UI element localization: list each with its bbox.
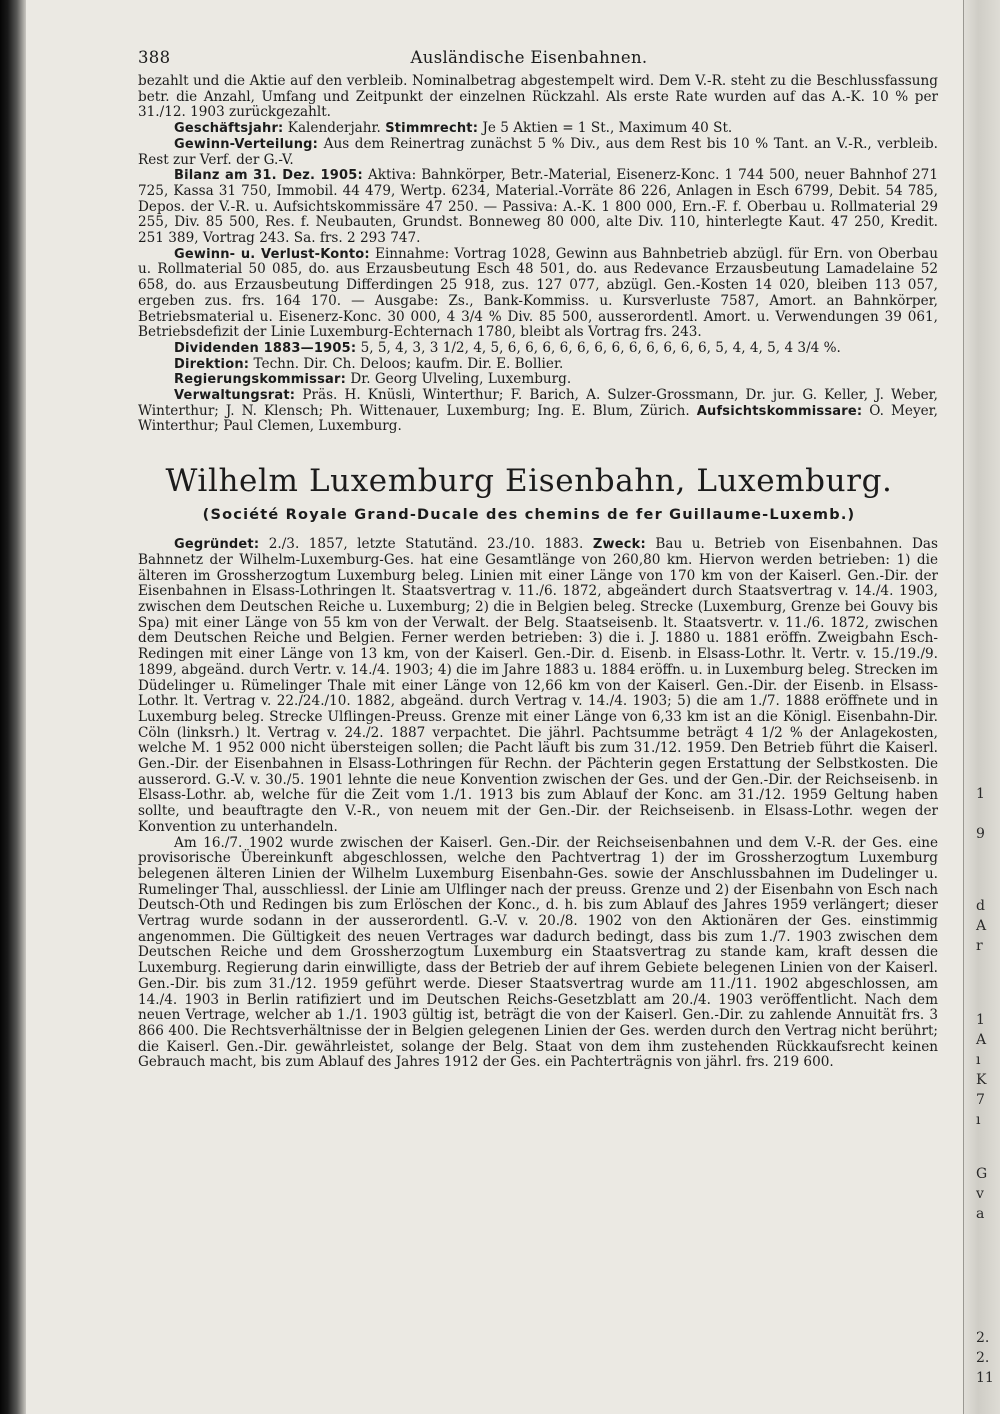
profit-loss-entry <box>138 247 938 341</box>
founding-purpose-entry <box>138 537 938 835</box>
entry-label: Gegründet: <box>174 537 260 553</box>
margin-fragment: 7 <box>976 1092 985 1108</box>
entry-label: Dividenden 1883—1905: <box>174 340 357 356</box>
company-subtitle: (Société Royale Grand-Ducale des chemins de fer Guillaume-Luxemb.) <box>202 507 856 524</box>
entry-label: Direktion: <box>174 356 250 372</box>
entry-text: Bau u. Betrieb von Eisenbahnen. Das Bahnnetz der Wilhelm-Luxemburg-Ges. hat eine Gesamtlänge von 260,80 km. Hiervon werden betrieben: 1) die älteren im Grossherzogtum Luxemburg beleg. Linien mit einer Länge von 170 km von der Kaiserl. Gen.-Dir. der Eisenbahnen in Elsass-Lothringen lt. Staatsvertrag v. 11./6. 1872, abgeändert durch Staatsvertrag v. 14./4. 1903, zwischen dem Deutschen Reiche u. Luxemburg; 2) die in Belgien beleg. Strecke (Luxemburg, Grenze bei Gouvy bis Spa) mit einer Länge von 55 km von der Verwalt. der Belg. Staatseisenb. lt. Staatsvertr. v. 11./6. 1872, zwischen dem Deutschen Reiche und Belgien. Ferner werden betrieben: 3) die i. J. 1880 u. 1881 eröffn. Zweigbahn Esch-Redingen mit einer Länge von 13 km, von der Kaiserl. Gen.-Dir. d. Eisenb. in Elsass-Lothr. lt. Vertr. v. 15./19./9. 1899, abgeänd. durch Vertr. v. 14./4. 1903; 4) die im Jahre 1883 u. 1884 eröffn. u. in Luxemburg beleg. Strecken im Düdelinger u. Rümelinger Thale mit einer Länge von 12,66 km von der Kaiserl. Gen.-Dir. der Eisenb. in Elsass-Lothr. lt. Vertrag v. 22./24./10. 1882, abgeänd. durch Vertrag v. 14./4. 1903; 5) die am 1./7. 1888 eröffnete und in Luxemburg beleg. Strecke Ulflingen-Preuss. Grenze mit einer Länge von 6,33 km ist an die Königl. Eisenbahn-Dir. Cöln (linksrh.) lt. Vertrag v. 24./2. 1887 verpachtet. Die jährl. Pachtsumme beträgt 4 1/2 % der Anlagekosten, welche M. 1 952 000 nicht übersteigen sollen; die Pacht läuft bis zum 31./12. 1959. Den Betrieb führt die Kaiserl. Gen.-Dir. der Eisenbahnen in Elsass-Lothringen für Rechn. der Pächterin gegen Erstattung der Selbstkosten. Die ausserord. G.-V. v. 30./5. 1901 lehnte die neue Konvention zwischen der Ges. und der Gen.-Dir. der Reichseisenb. in Elsass-Lothr. ab, welche für die Zeit vom 1./1. 1913 bis zum Ablauf der Konc. am 31./12. 1959 Geltung haben sollte, und beauftragte den V.-R., von neuem mit der Gen.-Dir. der Reichseisenb. in Elsass-Lothr. wegen der Konvention zu unterhandeln. <box>138 536 938 835</box>
fiscal-year-entry <box>138 121 938 137</box>
margin-fragment: 2. <box>976 1350 990 1366</box>
entry-label: Verwaltungsrat: <box>174 388 296 404</box>
entry-label: Stimmrecht: <box>385 121 479 137</box>
page-number: 388 <box>138 48 171 67</box>
dividends-entry <box>138 341 938 357</box>
entry-text: 5, 5, 4, 3, 3 1/2, 4, 5, 6, 6, 6, 6, 6, 6, 6, 6, 6, 6, 6, 6, 5, 4, 4, 5, 4 3/4 %. <box>360 339 841 356</box>
contract-paragraph: Am 16./7. 1902 wurde zwischen der Kaiserl. Gen.-Dir. der Reichseisenbahnen und dem V.-R. der Ges. eine provisorische Übereinkunft abgeschlossen, welche den Pachtvertrag 1) der im Grossherzogtum Luxemburg belegenen älteren Linien der Wilhelm Luxemburg Eisenbahn-Ges. sowie der Anschlussbahnen im Dudelinger u. Rumelinger Thal, ausschliessl. der Linie am Ulflinger nach der preuss. Grenze und 2) der Eisenbahn von Esch nach Deutsch-Oth und Redingen bis zum Erlöschen der Konc., d. h. bis zum Ablauf des Jahres 1959 verlängert; dieser Vertrag wurde sodann in der ausserordentl. G.-V. v. 20./8. 1902 von den Aktionären der Ges. einstimmig angenommen. Die Gültigkeit des neuen Vertrages war dadurch bedingt, dass bis zum 1./7. 1903 zwischen dem Deutschen Reiche und dem Grossherzogtum Luxemburg ein Staatsvertrag zu stande kam, kraft dessen die Luxemburg. Regierung darin einwilligte, dass der Betrieb der auf ihrem Gebiete belegenen Linien von der Kaiserl. Gen.-Dir. bis zum 31./12. 1959 geführt werde. Dieser Staatsvertrag wurde am 11./11. 1902 abgeschlossen, am 14./4. 1903 in Berlin ratifiziert und im Deutschen Reichs-Gesetzblatt am 20./4. 1903 veröffentlicht. Nach dem neuen Vertrage, welcher ab 1./1. 1903 gültig ist, beträgt die von der Kaiserl. Gen.-Dir. zu zahlende Annuität frs. 3 866 400. Die Rechtsverhältnisse der in Belgien gelegenen Linien der Ges. werden durch den Vertrag nicht berührt; die Kaiserl. Gen.-Dir. gewährleistet, solange der Belg. Staat von dem ihm zustehenden Rückkaufsrecht keinen Gebrauch macht, bis zum Ablauf des Jahres 1912 der Ges. ein Pachterträgnis von jährl. frs. 219 600. <box>138 834 938 1071</box>
board-entry <box>138 388 938 435</box>
management-entry <box>138 357 938 373</box>
entry-label: Gewinn- u. Verlust-Konto: <box>174 246 370 262</box>
margin-fragment: r <box>976 938 983 954</box>
entry-text: Aus dem Reinertrag zunächst 5 % Div., aus dem Rest bis 10 % Tant. an V.-R., verbleib. Rest zur Verf. der G.-V. <box>138 135 938 168</box>
entry-text: Dr. Georg Ulveling, Luxemburg. <box>350 371 572 388</box>
entry-label: Aufsichtskommissare: <box>696 403 863 419</box>
section-previous-company <box>120 74 938 435</box>
entry-label: Gewinn-Verteilung: <box>174 136 319 152</box>
margin-fragment: ı <box>976 1112 981 1128</box>
balance-sheet-entry <box>138 168 938 247</box>
entry-text: Je 5 Aktien = 1 St., Maximum 40 St. <box>482 120 733 137</box>
margin-fragment: A <box>976 1032 987 1048</box>
margin-fragment: 11 <box>976 1370 994 1386</box>
margin-fragment: v <box>976 1186 984 1202</box>
government-commissioner-entry <box>138 372 938 388</box>
entry-text: O. Meyer, Winterthur; Paul Clemen, Luxemburg. <box>138 402 938 435</box>
entry-text: Aktiva: Bahnkörper, Betr.-Material, Eisenerz-Konc. 1 744 500, neuer Bahnhof 271 725, Kassa 31 750, Immobil. 44 479, Wertp. 6234, Material.-Vorräte 86 226, Anlagen in Esch 6799, Debit. 54 785, Depos. der V.-R. u. Aufsichtskommissäre 47 250. — Passiva: A.-K. 1 800 000, Ern.-F. f. Oberbau u. Rollmaterial 29 255, Div. 85 500, Res. f. Neubauten, Grundst. Bonneweg 80 000, alte Div. 110, hinterlegte Kaut. 47 250, Kredit. 251 389, Vortrag 243. Sa. frs. 2 293 747. <box>138 167 938 247</box>
entry-label: Geschäftsjahr: <box>174 121 284 137</box>
facing-page-fragments <box>968 0 998 1414</box>
margin-fragment: a <box>976 1206 985 1222</box>
running-title: Ausländische Eisenbahnen. <box>410 48 648 67</box>
section-wilhelm-luxemburg <box>120 537 938 1071</box>
margin-fragment: 1 <box>976 1012 985 1028</box>
book-page <box>120 40 938 1071</box>
margin-fragment: 1 <box>976 786 985 802</box>
entry-text: Techn. Dir. Ch. Deloos; kaufm. Dir. E. Bollier. <box>253 355 564 372</box>
margin-fragment: 2. <box>976 1330 990 1346</box>
entry-label: Zweck: <box>592 537 646 553</box>
entry-text: Präs. H. Knüsli, Winterthur; F. Barich, A. Sulzer-Grossmann, Dr. jur. G. Keller, J. Weber, Winterthur; J. N. Klensch; Ph. Wittenauer, Luxemburg; Ing. E. Blum, Zürich. <box>138 387 938 419</box>
page-header <box>120 40 938 74</box>
profit-distribution-entry <box>138 137 938 168</box>
margin-fragment: ı <box>976 1052 981 1068</box>
entry-text: 2./3. 1857, letzte Statutänd. 23./10. 1883. <box>268 536 584 553</box>
entry-label: Regierungskommissar: <box>174 372 347 388</box>
entry-label: Bilanz am 31. Dez. 1905: <box>174 168 363 184</box>
book-spine-shadow <box>0 0 26 1414</box>
margin-fragment: A <box>976 918 987 934</box>
company-title: Wilhelm Luxemburg Eisenbahn, Luxemburg. <box>165 463 893 500</box>
margin-fragment: 9 <box>976 826 985 842</box>
intro-paragraph: bezahlt und die Aktie auf den verbleib. Nominalbetrag abgestempelt wird. Dem V.-R. steht zu die Beschlussfassung betr. die Anzahl, Umfang und Zeitpunkt der einzelnen Rückzahl. Als erste Rate wurden auf das A.-K. 10 % per 31./12. 1903 zurückgezahlt. <box>138 73 938 121</box>
entry-text: Kalenderjahr. <box>287 120 381 137</box>
margin-fragment: d <box>976 898 985 914</box>
margin-fragment: K <box>976 1072 987 1088</box>
margin-fragment: G <box>976 1166 988 1182</box>
entry-text: Einnahme: Vortrag 1028, Gewinn aus Bahnbetrieb abzügl. für Ern. von Oberbau u. Rollmaterial 50 085, do. aus Erzausbeutung Esch 48 501, do. aus Redevance Erzausbeutung Lamadelaine 52 658, do. aus Erzausbeutung Differdingen 25 918, zus. 127 077, abzügl. Gen.-Kosten 14 020, bleiben 113 057, ergeben zus. frs. 164 170. — Ausgabe: Zs., Bank-Kommiss. u. Kursverluste 7587, Amort. an Bahnkörper, Betriebsmaterial u. Eisenerz-Konc. 30 000, 4 3/4 % Div. 85 500, ausserordentl. Amort. u. Verwendungen 39 061, Betriebsdefizit der Linie Luxemburg-Echternach 1780, bleibt als Vortrag frs. 243. <box>138 245 938 341</box>
